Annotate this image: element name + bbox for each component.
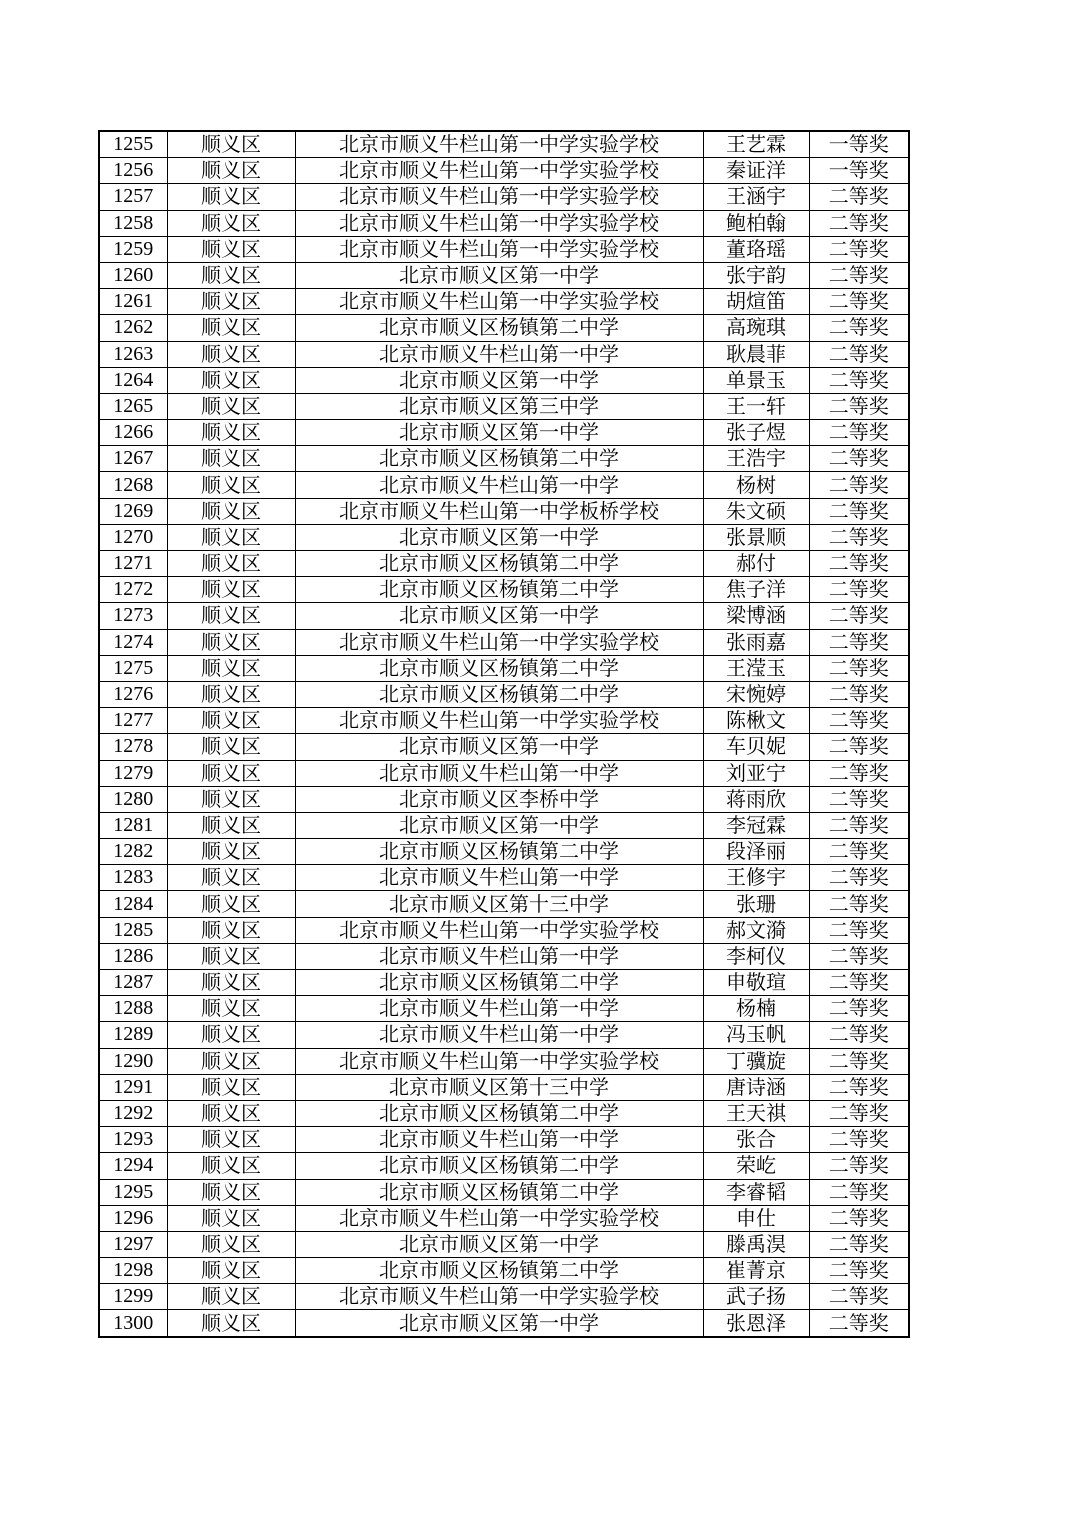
award-level-cell: 二等奖 [809, 708, 909, 734]
table-row [99, 210, 909, 236]
award-level-cell: 二等奖 [809, 1205, 909, 1231]
student-name-cell: 李柯仪 [703, 943, 809, 969]
row-number: 1273 [99, 603, 167, 629]
student-name-cell: 蒋雨欣 [703, 786, 809, 812]
district-cell: 顺义区 [167, 812, 295, 838]
row-number: 1296 [99, 1205, 167, 1231]
school-cell: 北京市顺义区杨镇第二中学 [295, 681, 703, 707]
district-cell: 顺义区 [167, 210, 295, 236]
row-number: 1257 [99, 184, 167, 210]
district-cell: 顺义区 [167, 472, 295, 498]
student-name-cell: 段泽丽 [703, 839, 809, 865]
table-row [99, 734, 909, 760]
row-number: 1264 [99, 367, 167, 393]
district-cell: 顺义区 [167, 446, 295, 472]
district-cell: 顺义区 [167, 1231, 295, 1257]
table-row [99, 367, 909, 393]
student-name-cell: 鲍柏翰 [703, 210, 809, 236]
table-row [99, 315, 909, 341]
school-cell: 北京市顺义牛栏山第一中学实验学校 [295, 131, 703, 158]
table-row [99, 1205, 909, 1231]
student-name-cell: 王一轩 [703, 393, 809, 419]
award-level-cell: 二等奖 [809, 315, 909, 341]
student-name-cell: 秦证洋 [703, 158, 809, 184]
table-row [99, 289, 909, 315]
row-number: 1280 [99, 786, 167, 812]
row-number: 1285 [99, 917, 167, 943]
school-cell: 北京市顺义区第一中学 [295, 367, 703, 393]
school-cell: 北京市顺义区杨镇第二中学 [295, 1100, 703, 1126]
student-name-cell: 申敬瑄 [703, 970, 809, 996]
district-cell: 顺义区 [167, 289, 295, 315]
award-level-cell: 二等奖 [809, 393, 909, 419]
school-cell: 北京市顺义牛栏山第一中学 [295, 1127, 703, 1153]
award-level-cell: 二等奖 [809, 577, 909, 603]
table-row [99, 341, 909, 367]
table-row [99, 472, 909, 498]
student-name-cell: 高琬琪 [703, 315, 809, 341]
student-name-cell: 杨树 [703, 472, 809, 498]
district-cell: 顺义区 [167, 184, 295, 210]
school-cell: 北京市顺义区第一中学 [295, 812, 703, 838]
row-number: 1261 [99, 289, 167, 315]
district-cell: 顺义区 [167, 1284, 295, 1310]
student-name-cell: 王涵宇 [703, 184, 809, 210]
school-cell: 北京市顺义区杨镇第二中学 [295, 1153, 703, 1179]
student-name-cell: 董珞瑶 [703, 236, 809, 262]
student-name-cell: 郝付 [703, 551, 809, 577]
district-cell: 顺义区 [167, 1074, 295, 1100]
row-number: 1290 [99, 1048, 167, 1074]
table-row [99, 970, 909, 996]
student-name-cell: 郝文漪 [703, 917, 809, 943]
student-name-cell: 张合 [703, 1127, 809, 1153]
district-cell: 顺义区 [167, 917, 295, 943]
row-number: 1281 [99, 812, 167, 838]
district-cell: 顺义区 [167, 1048, 295, 1074]
table-row [99, 708, 909, 734]
district-cell: 顺义区 [167, 262, 295, 288]
student-name-cell: 梁博涵 [703, 603, 809, 629]
award-level-cell: 二等奖 [809, 1231, 909, 1257]
award-level-cell: 二等奖 [809, 1127, 909, 1153]
district-cell: 顺义区 [167, 1258, 295, 1284]
student-name-cell: 张恩泽 [703, 1310, 809, 1337]
award-level-cell: 二等奖 [809, 681, 909, 707]
student-name-cell: 王艺霖 [703, 131, 809, 158]
district-cell: 顺义区 [167, 551, 295, 577]
student-name-cell: 张子煜 [703, 420, 809, 446]
school-cell: 北京市顺义牛栏山第一中学实验学校 [295, 289, 703, 315]
school-cell: 北京市顺义区第一中学 [295, 734, 703, 760]
table-row [99, 891, 909, 917]
school-cell: 北京市顺义区第一中学 [295, 1310, 703, 1337]
table-row [99, 1231, 909, 1257]
award-level-cell: 二等奖 [809, 1022, 909, 1048]
table-row [99, 655, 909, 681]
award-level-cell: 二等奖 [809, 970, 909, 996]
award-level-cell: 二等奖 [809, 917, 909, 943]
student-name-cell: 丁骥旋 [703, 1048, 809, 1074]
table-row [99, 1074, 909, 1100]
district-cell: 顺义区 [167, 1127, 295, 1153]
row-number: 1271 [99, 551, 167, 577]
award-level-cell: 二等奖 [809, 420, 909, 446]
award-list-body [99, 131, 909, 1337]
row-number: 1259 [99, 236, 167, 262]
table-row [99, 681, 909, 707]
school-cell: 北京市顺义牛栏山第一中学 [295, 760, 703, 786]
district-cell: 顺义区 [167, 341, 295, 367]
student-name-cell: 武子扬 [703, 1284, 809, 1310]
award-level-cell: 二等奖 [809, 891, 909, 917]
student-name-cell: 冯玉帆 [703, 1022, 809, 1048]
award-level-cell: 二等奖 [809, 446, 909, 472]
table-row [99, 446, 909, 472]
district-cell: 顺义区 [167, 1100, 295, 1126]
district-cell: 顺义区 [167, 1205, 295, 1231]
district-cell: 顺义区 [167, 158, 295, 184]
student-name-cell: 车贝妮 [703, 734, 809, 760]
school-cell: 北京市顺义牛栏山第一中学 [295, 341, 703, 367]
district-cell: 顺义区 [167, 786, 295, 812]
award-level-cell: 二等奖 [809, 812, 909, 838]
award-level-cell: 二等奖 [809, 1258, 909, 1284]
district-cell: 顺义区 [167, 1153, 295, 1179]
school-cell: 北京市顺义区第一中学 [295, 1231, 703, 1257]
district-cell: 顺义区 [167, 1310, 295, 1337]
table-row [99, 760, 909, 786]
award-level-cell: 二等奖 [809, 210, 909, 236]
table-row [99, 420, 909, 446]
district-cell: 顺义区 [167, 891, 295, 917]
district-cell: 顺义区 [167, 393, 295, 419]
row-number: 1258 [99, 210, 167, 236]
district-cell: 顺义区 [167, 865, 295, 891]
award-level-cell: 二等奖 [809, 996, 909, 1022]
school-cell: 北京市顺义牛栏山第一中学实验学校 [295, 708, 703, 734]
row-number: 1272 [99, 577, 167, 603]
award-level-cell: 二等奖 [809, 498, 909, 524]
row-number: 1293 [99, 1127, 167, 1153]
table-row [99, 1048, 909, 1074]
table-row [99, 865, 909, 891]
award-level-cell: 二等奖 [809, 839, 909, 865]
row-number: 1295 [99, 1179, 167, 1205]
school-cell: 北京市顺义区第一中学 [295, 524, 703, 550]
row-number: 1279 [99, 760, 167, 786]
district-cell: 顺义区 [167, 943, 295, 969]
award-level-cell: 二等奖 [809, 1074, 909, 1100]
school-cell: 北京市顺义区第十三中学 [295, 891, 703, 917]
school-cell: 北京市顺义牛栏山第一中学实验学校 [295, 629, 703, 655]
student-name-cell: 单景玉 [703, 367, 809, 393]
row-number: 1262 [99, 315, 167, 341]
table-row [99, 943, 909, 969]
row-number: 1266 [99, 420, 167, 446]
student-name-cell: 宋惋婷 [703, 681, 809, 707]
table-row [99, 1127, 909, 1153]
district-cell: 顺义区 [167, 236, 295, 262]
row-number: 1269 [99, 498, 167, 524]
student-name-cell: 李睿韬 [703, 1179, 809, 1205]
student-name-cell: 耿晨菲 [703, 341, 809, 367]
row-number: 1286 [99, 943, 167, 969]
table-row [99, 158, 909, 184]
table-row [99, 131, 909, 158]
school-cell: 北京市顺义牛栏山第一中学实验学校 [295, 184, 703, 210]
award-list-table [98, 130, 910, 1338]
student-name-cell: 张珊 [703, 891, 809, 917]
award-level-cell: 二等奖 [809, 289, 909, 315]
row-number: 1291 [99, 1074, 167, 1100]
award-level-cell: 二等奖 [809, 367, 909, 393]
school-cell: 北京市顺义区第一中学 [295, 262, 703, 288]
school-cell: 北京市顺义牛栏山第一中学实验学校 [295, 158, 703, 184]
student-name-cell: 朱文硕 [703, 498, 809, 524]
award-level-cell: 二等奖 [809, 603, 909, 629]
row-number: 1298 [99, 1258, 167, 1284]
school-cell: 北京市顺义区第一中学 [295, 603, 703, 629]
district-cell: 顺义区 [167, 1179, 295, 1205]
district-cell: 顺义区 [167, 603, 295, 629]
school-cell: 北京市顺义牛栏山第一中学板桥学校 [295, 498, 703, 524]
row-number: 1289 [99, 1022, 167, 1048]
table-row [99, 996, 909, 1022]
student-name-cell: 李冠霖 [703, 812, 809, 838]
school-cell: 北京市顺义区第一中学 [295, 420, 703, 446]
school-cell: 北京市顺义区杨镇第二中学 [295, 315, 703, 341]
award-level-cell: 二等奖 [809, 1284, 909, 1310]
award-level-cell: 二等奖 [809, 629, 909, 655]
table-row [99, 577, 909, 603]
school-cell: 北京市顺义牛栏山第一中学 [295, 1022, 703, 1048]
row-number: 1294 [99, 1153, 167, 1179]
award-level-cell: 二等奖 [809, 341, 909, 367]
school-cell: 北京市顺义牛栏山第一中学实验学校 [295, 1048, 703, 1074]
row-number: 1265 [99, 393, 167, 419]
row-number: 1284 [99, 891, 167, 917]
student-name-cell: 申仕 [703, 1205, 809, 1231]
district-cell: 顺义区 [167, 524, 295, 550]
row-number: 1292 [99, 1100, 167, 1126]
school-cell: 北京市顺义区第三中学 [295, 393, 703, 419]
row-number: 1283 [99, 865, 167, 891]
student-name-cell: 张景顺 [703, 524, 809, 550]
district-cell: 顺义区 [167, 655, 295, 681]
district-cell: 顺义区 [167, 970, 295, 996]
table-row [99, 236, 909, 262]
student-name-cell: 崔菁京 [703, 1258, 809, 1284]
district-cell: 顺义区 [167, 420, 295, 446]
award-level-cell: 二等奖 [809, 655, 909, 681]
row-number: 1288 [99, 996, 167, 1022]
student-name-cell: 陈楸文 [703, 708, 809, 734]
award-level-cell: 二等奖 [809, 236, 909, 262]
row-number: 1274 [99, 629, 167, 655]
row-number: 1297 [99, 1231, 167, 1257]
award-level-cell: 二等奖 [809, 524, 909, 550]
table-row [99, 262, 909, 288]
school-cell: 北京市顺义牛栏山第一中学 [295, 996, 703, 1022]
school-cell: 北京市顺义牛栏山第一中学 [295, 472, 703, 498]
table-row [99, 1153, 909, 1179]
school-cell: 北京市顺义牛栏山第一中学实验学校 [295, 1284, 703, 1310]
table-row [99, 1284, 909, 1310]
row-number: 1256 [99, 158, 167, 184]
table-row [99, 1179, 909, 1205]
table-row [99, 629, 909, 655]
school-cell: 北京市顺义区杨镇第二中学 [295, 655, 703, 681]
award-level-cell: 一等奖 [809, 158, 909, 184]
row-number: 1260 [99, 262, 167, 288]
table-row [99, 393, 909, 419]
row-number: 1267 [99, 446, 167, 472]
row-number: 1268 [99, 472, 167, 498]
student-name-cell: 王天祺 [703, 1100, 809, 1126]
school-cell: 北京市顺义区杨镇第二中学 [295, 446, 703, 472]
table-row [99, 812, 909, 838]
table-row [99, 603, 909, 629]
school-cell: 北京市顺义牛栏山第一中学实验学校 [295, 236, 703, 262]
row-number: 1255 [99, 131, 167, 158]
award-level-cell: 二等奖 [809, 1179, 909, 1205]
district-cell: 顺义区 [167, 839, 295, 865]
district-cell: 顺义区 [167, 996, 295, 1022]
school-cell: 北京市顺义区杨镇第二中学 [295, 1258, 703, 1284]
student-name-cell: 唐诗涵 [703, 1074, 809, 1100]
student-name-cell: 王修宇 [703, 865, 809, 891]
row-number: 1282 [99, 839, 167, 865]
row-number: 1263 [99, 341, 167, 367]
table-row [99, 524, 909, 550]
district-cell: 顺义区 [167, 577, 295, 603]
district-cell: 顺义区 [167, 131, 295, 158]
school-cell: 北京市顺义牛栏山第一中学实验学校 [295, 210, 703, 236]
award-level-cell: 二等奖 [809, 943, 909, 969]
row-number: 1270 [99, 524, 167, 550]
award-level-cell: 二等奖 [809, 786, 909, 812]
student-name-cell: 焦子洋 [703, 577, 809, 603]
table-row [99, 184, 909, 210]
student-name-cell: 荣屹 [703, 1153, 809, 1179]
district-cell: 顺义区 [167, 367, 295, 393]
student-name-cell: 滕禹淏 [703, 1231, 809, 1257]
row-number: 1300 [99, 1310, 167, 1337]
student-name-cell: 张雨嘉 [703, 629, 809, 655]
school-cell: 北京市顺义牛栏山第一中学 [295, 865, 703, 891]
student-name-cell: 杨楠 [703, 996, 809, 1022]
district-cell: 顺义区 [167, 315, 295, 341]
district-cell: 顺义区 [167, 629, 295, 655]
district-cell: 顺义区 [167, 498, 295, 524]
award-level-cell: 二等奖 [809, 1153, 909, 1179]
school-cell: 北京市顺义区杨镇第二中学 [295, 839, 703, 865]
row-number: 1299 [99, 1284, 167, 1310]
school-cell: 北京市顺义牛栏山第一中学实验学校 [295, 917, 703, 943]
row-number: 1275 [99, 655, 167, 681]
award-level-cell: 二等奖 [809, 865, 909, 891]
student-name-cell: 胡煊笛 [703, 289, 809, 315]
school-cell: 北京市顺义牛栏山第一中学实验学校 [295, 1205, 703, 1231]
award-level-cell: 一等奖 [809, 131, 909, 158]
award-level-cell: 二等奖 [809, 734, 909, 760]
school-cell: 北京市顺义区杨镇第二中学 [295, 551, 703, 577]
award-level-cell: 二等奖 [809, 1100, 909, 1126]
table-row [99, 551, 909, 577]
table-row [99, 498, 909, 524]
row-number: 1287 [99, 970, 167, 996]
school-cell: 北京市顺义区第十三中学 [295, 1074, 703, 1100]
table-row [99, 1310, 909, 1337]
award-level-cell: 二等奖 [809, 184, 909, 210]
school-cell: 北京市顺义区杨镇第二中学 [295, 577, 703, 603]
student-name-cell: 王浩宇 [703, 446, 809, 472]
table-row [99, 917, 909, 943]
district-cell: 顺义区 [167, 760, 295, 786]
table-row [99, 839, 909, 865]
district-cell: 顺义区 [167, 708, 295, 734]
student-name-cell: 王滢玉 [703, 655, 809, 681]
table-row [99, 1100, 909, 1126]
student-name-cell: 刘亚宁 [703, 760, 809, 786]
table-row [99, 1258, 909, 1284]
award-level-cell: 二等奖 [809, 262, 909, 288]
table-row [99, 1022, 909, 1048]
table-row [99, 786, 909, 812]
school-cell: 北京市顺义区杨镇第二中学 [295, 1179, 703, 1205]
award-level-cell: 二等奖 [809, 760, 909, 786]
school-cell: 北京市顺义区李桥中学 [295, 786, 703, 812]
school-cell: 北京市顺义区杨镇第二中学 [295, 970, 703, 996]
student-name-cell: 张宇韵 [703, 262, 809, 288]
award-level-cell: 二等奖 [809, 551, 909, 577]
award-level-cell: 二等奖 [809, 1048, 909, 1074]
district-cell: 顺义区 [167, 1022, 295, 1048]
row-number: 1278 [99, 734, 167, 760]
award-level-cell: 二等奖 [809, 472, 909, 498]
row-number: 1277 [99, 708, 167, 734]
award-level-cell: 二等奖 [809, 1310, 909, 1337]
district-cell: 顺义区 [167, 681, 295, 707]
school-cell: 北京市顺义牛栏山第一中学 [295, 943, 703, 969]
district-cell: 顺义区 [167, 734, 295, 760]
row-number: 1276 [99, 681, 167, 707]
